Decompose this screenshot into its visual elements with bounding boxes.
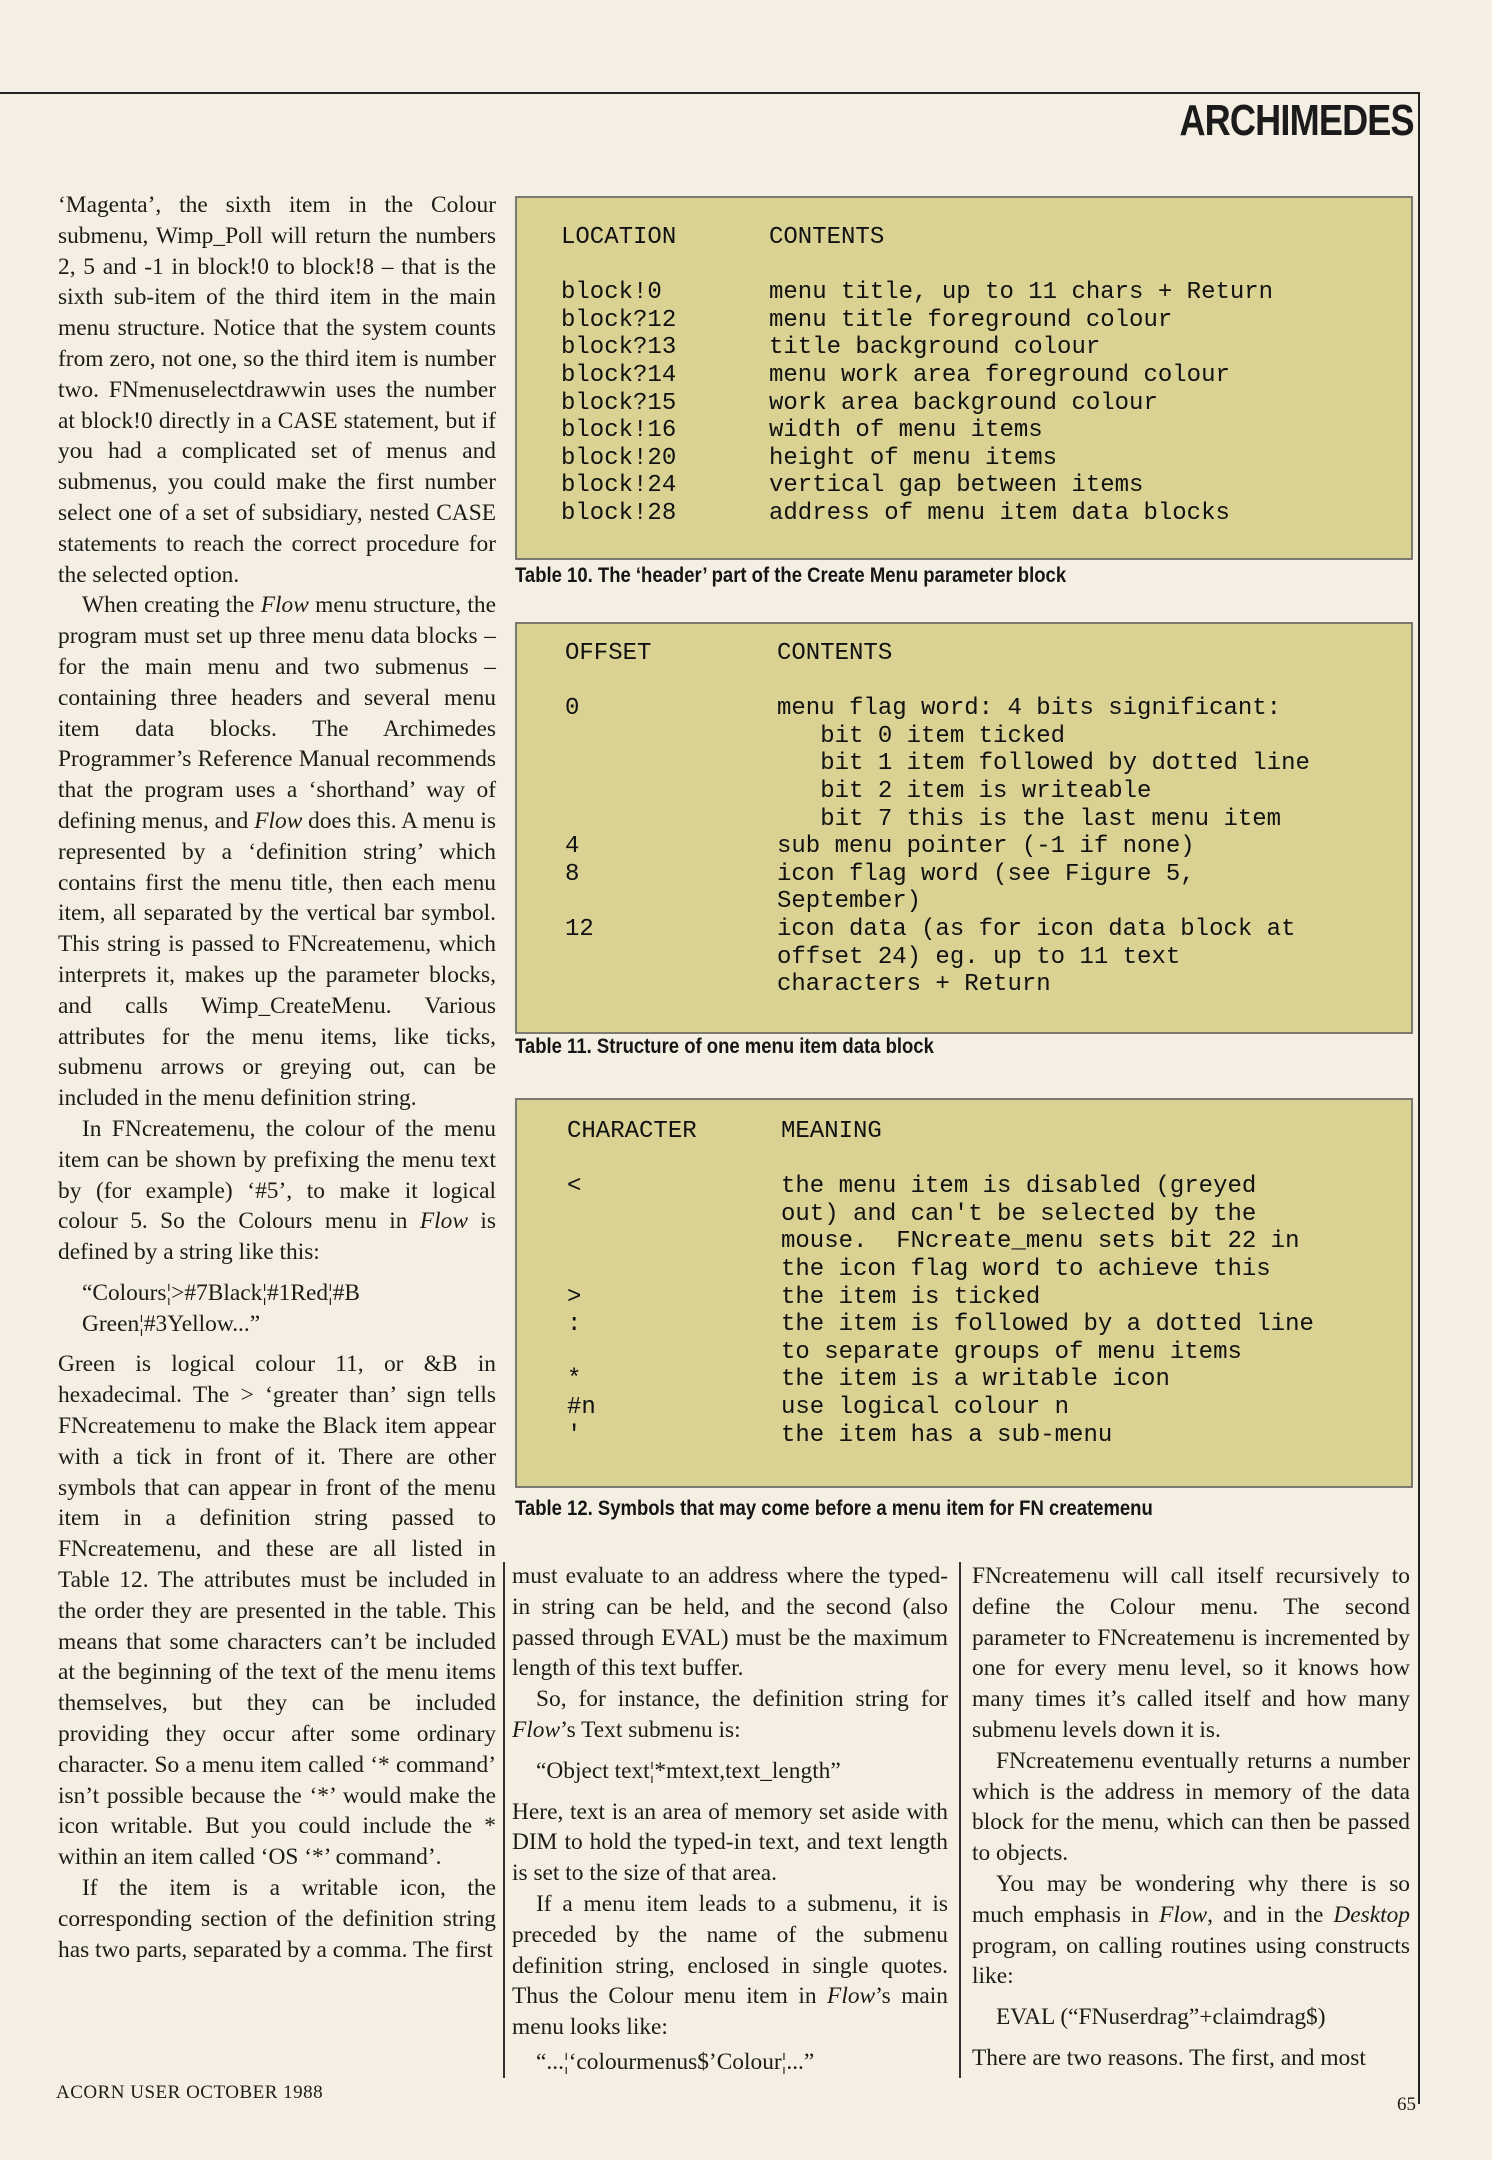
code-quote: “Object text¦*mtext,text_length” — [536, 1757, 841, 1784]
right-margin-rule — [1418, 92, 1420, 2104]
table-cell: block?12 — [561, 306, 677, 334]
paragraph: Green is logical colour 11, or &B in hexadecimal. The > ‘greater than’ sign tells FNcreatemenu to make the Black item appear with a tick in front of it. There are other symbols that can appear in front of the menu item in a definition string passed to FNcreatemenu, and these are all listed in Table 12. The attributes must be included in the order they are presented in the table. This means that some characters can’t be included at the beginning of the text of the menu items themselves, but they can be included providing they occur after some ordinary character. So a menu item called ‘* command’ isn’t possible because the ‘*’ would make the icon writable. But you could include the * within an item called ‘OS ‘*’ command’. — [58, 1351, 496, 1871]
header-rule — [0, 92, 1420, 94]
column-rule — [503, 1562, 505, 2078]
code-quote: “...¦‘colourmenus$’Colour¦...” — [536, 2048, 815, 2075]
table-cell: block!24 — [561, 472, 677, 500]
table-cell: block!20 — [561, 444, 677, 472]
table-cell: block?14 — [561, 362, 677, 389]
paragraph: There are two reasons. The first, and most — [972, 2044, 1366, 2071]
table-cell: vertical gap between items — [769, 472, 1144, 500]
paragraph: FNcreatemenu eventually returns a number which is the address in memory of the data block for the menu, which can then be passed to objects. — [972, 1747, 1410, 1867]
table-cell: menu work area foreground colour — [769, 362, 1230, 389]
table-cell: bit 7 this is the last menu item — [777, 805, 1282, 833]
table-cell: characters + Return — [777, 971, 1051, 999]
table-12-box — [515, 1098, 1413, 1488]
table-cell: work area background colour — [769, 389, 1158, 417]
table-cell: height of menu items — [769, 444, 1058, 472]
table-cell: block!16 — [561, 417, 677, 445]
right-column — [972, 1561, 1410, 2074]
table-header-cell: MEANING — [781, 1118, 882, 1145]
table-11-caption: Table 11. Structure of one menu item data block — [515, 1034, 934, 1058]
table-cell: : — [567, 1311, 582, 1339]
table-cell: * — [567, 1366, 582, 1394]
paragraph: If a menu item leads to a submenu, it is preceded by the name of the submenu definition string, enclosed in single quotes. Thus the Colour menu item in Flow’s main menu looks like: — [512, 1890, 949, 2041]
table-cell: bit 1 item followed by dotted line — [777, 750, 1310, 778]
table-cell: 12 — [565, 916, 594, 943]
table-cell: ' — [567, 1421, 582, 1449]
table-header-cell: LOCATION — [561, 224, 677, 251]
table-cell: width of menu items — [769, 417, 1043, 445]
table-cell: block!28 — [561, 500, 677, 527]
table-cell: bit 0 item ticked — [777, 722, 1066, 750]
table-10-caption: Table 10. The ‘header’ part of the Create Menu parameter block — [515, 563, 1067, 587]
table-header-cell: CHARACTER — [567, 1118, 697, 1145]
code-quote: EVAL (“FNuserdrag”+claimdrag$) — [996, 2004, 1326, 2031]
paragraph: If the item is a writable icon, the corresponding section of the definition string has two parts, separated by a comma. The first — [58, 1875, 496, 1963]
table-cell: > — [567, 1283, 582, 1311]
paragraph: ‘Magenta’, the sixth item in the Colour submenu, Wimp_Poll will return the numbers 2, 5 and -1 in block!0 to block!8 – that is the sixth sub-item of the third item in the main menu structure. Notice that the system counts from zero, not one, so the third item is number two. FNmenuselectdrawwin uses the number at block!0 directly in a CASE statement, but if you had a complicated set of menus and submenus, you could make the first number select one of a set of subsidiary, nested CASE statements to reach the correct procedure for the selected option. — [58, 192, 496, 588]
table-cell: < — [567, 1173, 582, 1201]
table-cell: September) — [777, 888, 922, 916]
table-cell: out) and can't be selected by the — [781, 1200, 1257, 1228]
paragraph: You may be wondering why there is so much emphasis in Flow, and in the Desktop program, on calling routines using constructs like: — [972, 1870, 1410, 1990]
table-cell: the item has a sub-menu — [781, 1421, 1113, 1449]
table-cell: sub menu pointer (-1 if none) — [777, 833, 1195, 861]
column-rule — [959, 1562, 961, 2078]
table-12-caption: Table 12. Symbols that may come before a menu item for FN createmenu — [515, 1496, 1153, 1520]
middle-column — [512, 1561, 948, 2082]
paragraph: must evaluate to an address where the typed-in string can be held, and the second (also passed through EVAL) must be the maximum length of this text buffer. — [512, 1563, 948, 1682]
page-number: 65 — [1397, 2094, 1416, 2115]
table-10-box — [515, 196, 1413, 560]
table-cell: #n — [567, 1394, 596, 1421]
table-cell: address of menu item data blocks — [769, 500, 1230, 527]
paragraph: In FNcreatemenu, the colour of the menu item can be shown by prefixing the menu text by (for example) ‘#5’, to make it logical colour 5. So the Colours menu in Flow is defined by a string like this: — [58, 1115, 496, 1266]
table-cell: offset 24) eg. up to 11 text — [777, 943, 1181, 971]
table-cell: the menu item is disabled (greyed — [781, 1173, 1257, 1201]
paragraph: Here, text is an area of memory set aside with DIM to hold the typed-in text, and text length is set to the size of that area. — [512, 1798, 948, 1887]
table-cell: 4 — [565, 833, 580, 861]
table-cell: block!0 — [561, 279, 662, 307]
table-header-cell: OFFSET — [565, 640, 652, 667]
table-cell: block?15 — [561, 389, 677, 417]
section-masthead: ARCHIMEDES — [1179, 96, 1414, 145]
table-cell: title background colour — [769, 334, 1101, 362]
table-cell: the item is followed by a dotted line — [781, 1311, 1314, 1339]
table-cell: menu title, up to 11 chars + Return — [769, 279, 1274, 307]
table-cell: 0 — [565, 695, 580, 723]
table-cell: icon data (as for icon data block at — [777, 916, 1296, 943]
table-cell: menu title foreground colour — [769, 306, 1173, 334]
table-header-cell: CONTENTS — [777, 640, 893, 667]
table-cell: block?13 — [561, 334, 677, 362]
table-cell: 8 — [565, 860, 580, 888]
table-header-cell: CONTENTS — [769, 224, 885, 251]
table-cell: the icon flag word to achieve this — [781, 1256, 1271, 1283]
table-cell: the item is a writable icon — [781, 1366, 1170, 1394]
table-cell: icon flag word (see Figure 5, — [777, 860, 1195, 888]
table-11-box — [515, 622, 1413, 1034]
table-cell: mouse. FNcreate_menu sets bit 22 in — [781, 1228, 1300, 1256]
table-cell: menu flag word: 4 bits significant: — [777, 695, 1282, 723]
table-cell: use logical colour n — [781, 1394, 1070, 1421]
paragraph: When creating the Flow menu structure, the program must set up three menu data blocks – for the main menu and two submenus – containing three headers and several menu item data blocks. The Archimedes Programmer’s Reference Manual recommends that the program uses a ‘shorthand’ way of defining menus, and Flow does this. A menu is represented by a ‘definition string’ which contains first the menu title, then each menu item, all separated by the vertical bar symbol. This string is passed to FNcreatemenu, which interprets it, makes up the parameter blocks, and calls Wimp_CreateMenu. Various attributes for the menu items, like ticks, submenu arrows or greying out, can be included in the menu definition string. — [58, 592, 496, 1112]
table-cell: the item is ticked — [781, 1283, 1041, 1311]
publication-footer: ACORN USER OCTOBER 1988 — [56, 2082, 324, 2103]
paragraph: FNcreatemenu will call itself recursively to define the Colour menu. The second parameter to FNcreatemenu is incremented by one for every menu level, so it knows how many times it’s called itself and how many submenu levels down it is. — [972, 1563, 1410, 1743]
left-column — [58, 190, 496, 1965]
paragraph: So, for instance, the definition string for Flow’s Text submenu is: — [512, 1686, 948, 1743]
table-cell: bit 2 item is writeable — [777, 778, 1152, 805]
table-cell: to separate groups of menu items — [781, 1338, 1242, 1366]
code-quote: “Colours¦>#7Black¦#1Red¦#B Green¦#3Yellow...” — [82, 1279, 361, 1337]
